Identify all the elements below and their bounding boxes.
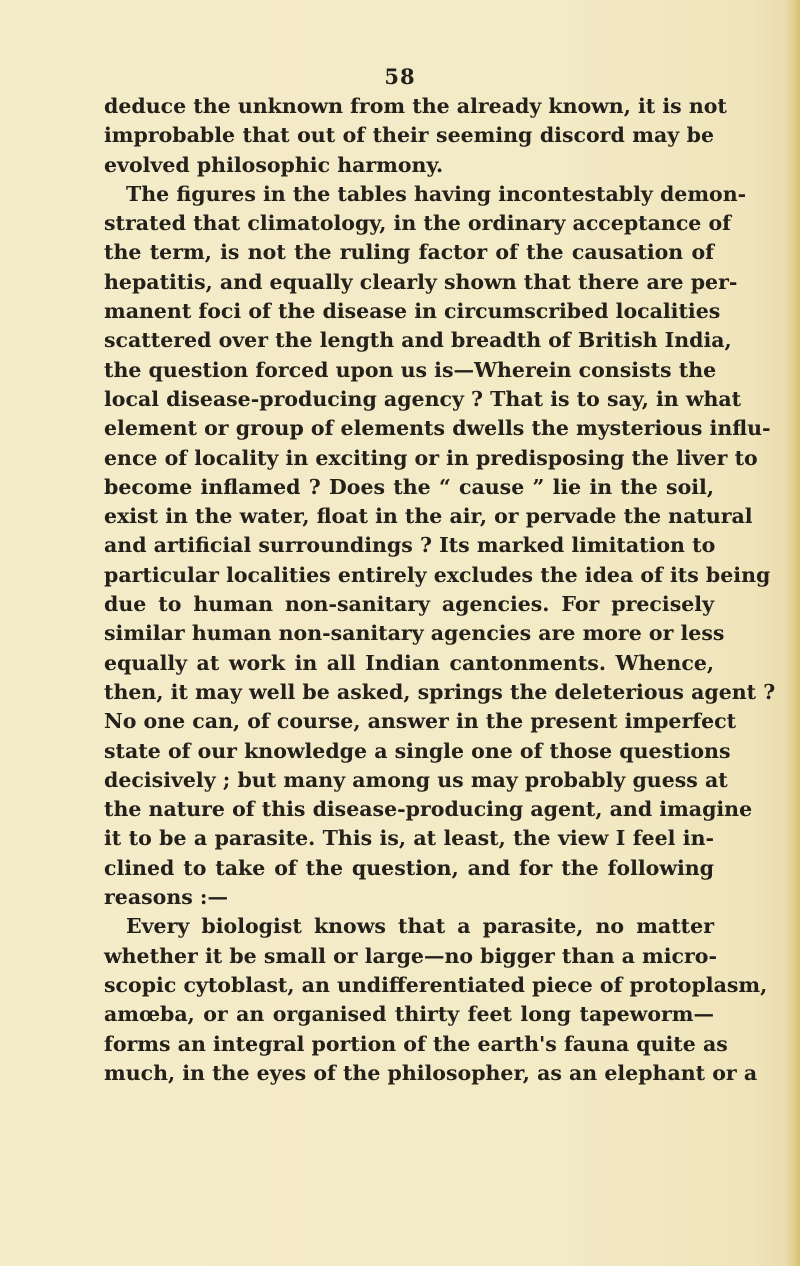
text-line: then, it may well be asked, springs the deleterious agent ?: [104, 679, 776, 704]
text-line: deduce the unknown from the already known, it is not: [104, 94, 727, 118]
text-line: it to be a parasite. This is, at least, the view I feel in-: [104, 826, 714, 851]
text-line: clined to take of the question, and for the following: [104, 855, 714, 880]
text-line: exist in the water, float in the air, or pervade the natural: [104, 504, 753, 529]
text-line: become inflamed ? Does the “ cause ” lie in the soil,: [104, 474, 714, 499]
text-line: and artificial surroundings ? Its marked limitation to: [104, 533, 716, 558]
text-line: due to human non-sanitary agencies. For precisely: [104, 592, 714, 617]
text-line: the nature of this disease-producing agent, and imagine: [104, 797, 753, 822]
text-line: similar human non-sanitary agencies are more or less: [104, 621, 725, 646]
text-line: whether it be small or large—no bigger than a micro-: [104, 943, 717, 968]
text-line: scattered over the length and breadth of British India,: [104, 328, 732, 353]
text-line: reasons :—: [104, 885, 228, 910]
text-line: Every biologist knows that a parasite, no matter: [126, 914, 714, 939]
text-line: equally at work in all Indian cantonments. Whence,: [104, 650, 714, 675]
text-line: much, in the eyes of the philosopher, as an elephant or a: [104, 1060, 758, 1085]
page-edge-shadow: [786, 0, 800, 1266]
text-line: particular localities entirely excludes the idea of its being: [104, 562, 771, 587]
text-line: the question forced upon us is—Wherein consists the: [104, 357, 717, 382]
text-line: forms an integral portion of the earth's fauna quite as: [104, 1031, 728, 1056]
page-number: 58: [384, 64, 416, 89]
text-line: amœba, or an organised thirty feet long tapeworm—: [104, 1002, 714, 1027]
text-line: hepatitis, and equally clearly shown that there are per-: [104, 269, 738, 294]
text-line: The figures in the tables having incontestably demon-: [126, 181, 747, 206]
text-line: manent foci of the disease in circumscribed localities: [104, 299, 721, 324]
body-text: [104, 92, 776, 1088]
text-line: improbable that out of their seeming discord may be: [104, 123, 714, 148]
text-line: state of our knowledge a single one of those questions: [104, 738, 731, 763]
text-line: evolved philosophic harmony.: [104, 152, 444, 177]
text-line: strated that climatology, in the ordinary acceptance of: [104, 211, 731, 236]
text-line: the term, is not the ruling factor of the causation of: [104, 240, 714, 265]
text-line: local disease-producing agency ? That is to say, in what: [104, 386, 742, 411]
text-line: decisively ; but many among us may probably guess at: [104, 767, 728, 792]
text-line: ence of locality in exciting or in predisposing the liver to: [104, 445, 758, 470]
text-line: element or group of elements dwells the mysterious influ-: [104, 416, 771, 441]
text-line: scopic cytoblast, an undifferentiated piece of protoplasm,: [104, 972, 768, 997]
text-line: No one can, of course, answer in the present imperfect: [104, 709, 737, 734]
